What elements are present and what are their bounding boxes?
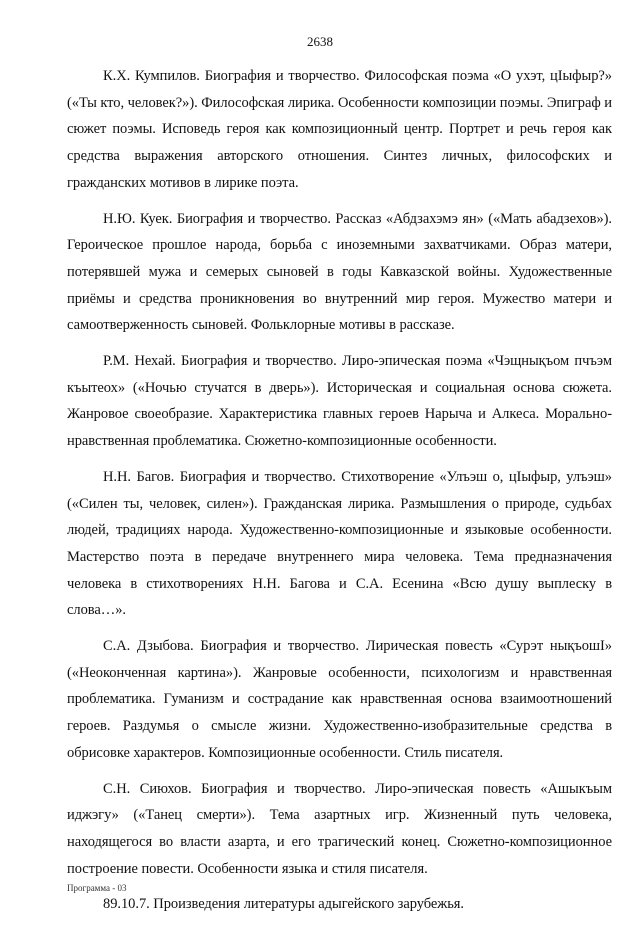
paragraph-siyukhov: С.Н. Сиюхов. Биография и творчество. Лиро-эпическая повесть «Ашыкъым иджэгу» («Танец смерти»). Тема азартных игр. Жизненный путь человека, находящегося во власти азарта, и его трагический конец. Сюжетно-композиционное построение повести. Особенности языка и стиля писателя. bbox=[67, 780, 612, 877]
paragraph-bagov: Н.Н. Багов. Биография и творчество. Стихотворение «Улъэш о, цIыфыр, улъэш» («Силен ты, человек, силен»). Гражданская лирика. Размышления о природе, судьбах людей, традициях народа. Художественно-композиционные и языковые особенности. Мастерство поэта в передаче внутреннего мира человека. Тема предназначения человека в стихотворениях Н.Н. Багова и С.А. Есенина «Всю душу выплеску в слова…». bbox=[67, 468, 612, 619]
paragraph-kumpilov: К.Х. Кумпилов. Биография и творчество. Философская поэма «О ухэт, цIыфыр?» («Ты кто, человек?»). Философская лирика. Особенности композиции поэмы. Эпиграф и сюжет поэмы. Исповедь героя как композиционный центр. Портрет и речь героя как средства выражения авторского отношения. Синтез личных, философских и гражданских мотивов в лирике поэта. bbox=[67, 68, 612, 191]
page-number: 2638 bbox=[307, 34, 333, 49]
document-body bbox=[67, 63, 612, 927]
paragraph-kuek: Н.Ю. Куек. Биография и творчество. Рассказ «Абдзахэмэ ян» («Мать абадзехов»). Героическое прошлое народа, борьба с иноземными захватчиками. Образ матери, потерявшей мужа и семерых сыновей в годы Кавказской войны. Художественные приёмы и средства проникновения во внутренний мир героя. Мужество матери и самоотверженность сыновей. Фольклорные мотивы в рассказе. bbox=[67, 210, 612, 334]
section-heading: 89.10.7. Произведения литературы адыгейского зарубежья. bbox=[103, 896, 464, 913]
footer-label: Программа - 03 bbox=[67, 883, 127, 893]
paragraph-nekhay: Р.М. Нехай. Биография и творчество. Лиро-эпическая поэма «Чэщнықъом пчъэм къытеох» («Ночью стучатся в дверь»). Историческая и социальная основа сюжета. Жанровое своеобразие. Характеристика главных героев Нарыча и Алкеса. Морально-нравственная проблематика. Сюжетно-композиционные особенности. bbox=[67, 353, 612, 450]
paragraph-dzybova: С.А. Дзыбова. Биография и творчество. Лирическая повесть «Сурэт нықъошI» («Неоконченная картина»). Жанровые особенности, психологизм и нравственная проблематика. Гуманизм и сострадание как нравственная основа взаимоотношений героев. Раздумья о смысле жизни. Художественно-изобразительные средства в обрисовке характеров. Композиционные особенности. Стиль писателя. bbox=[67, 638, 612, 761]
